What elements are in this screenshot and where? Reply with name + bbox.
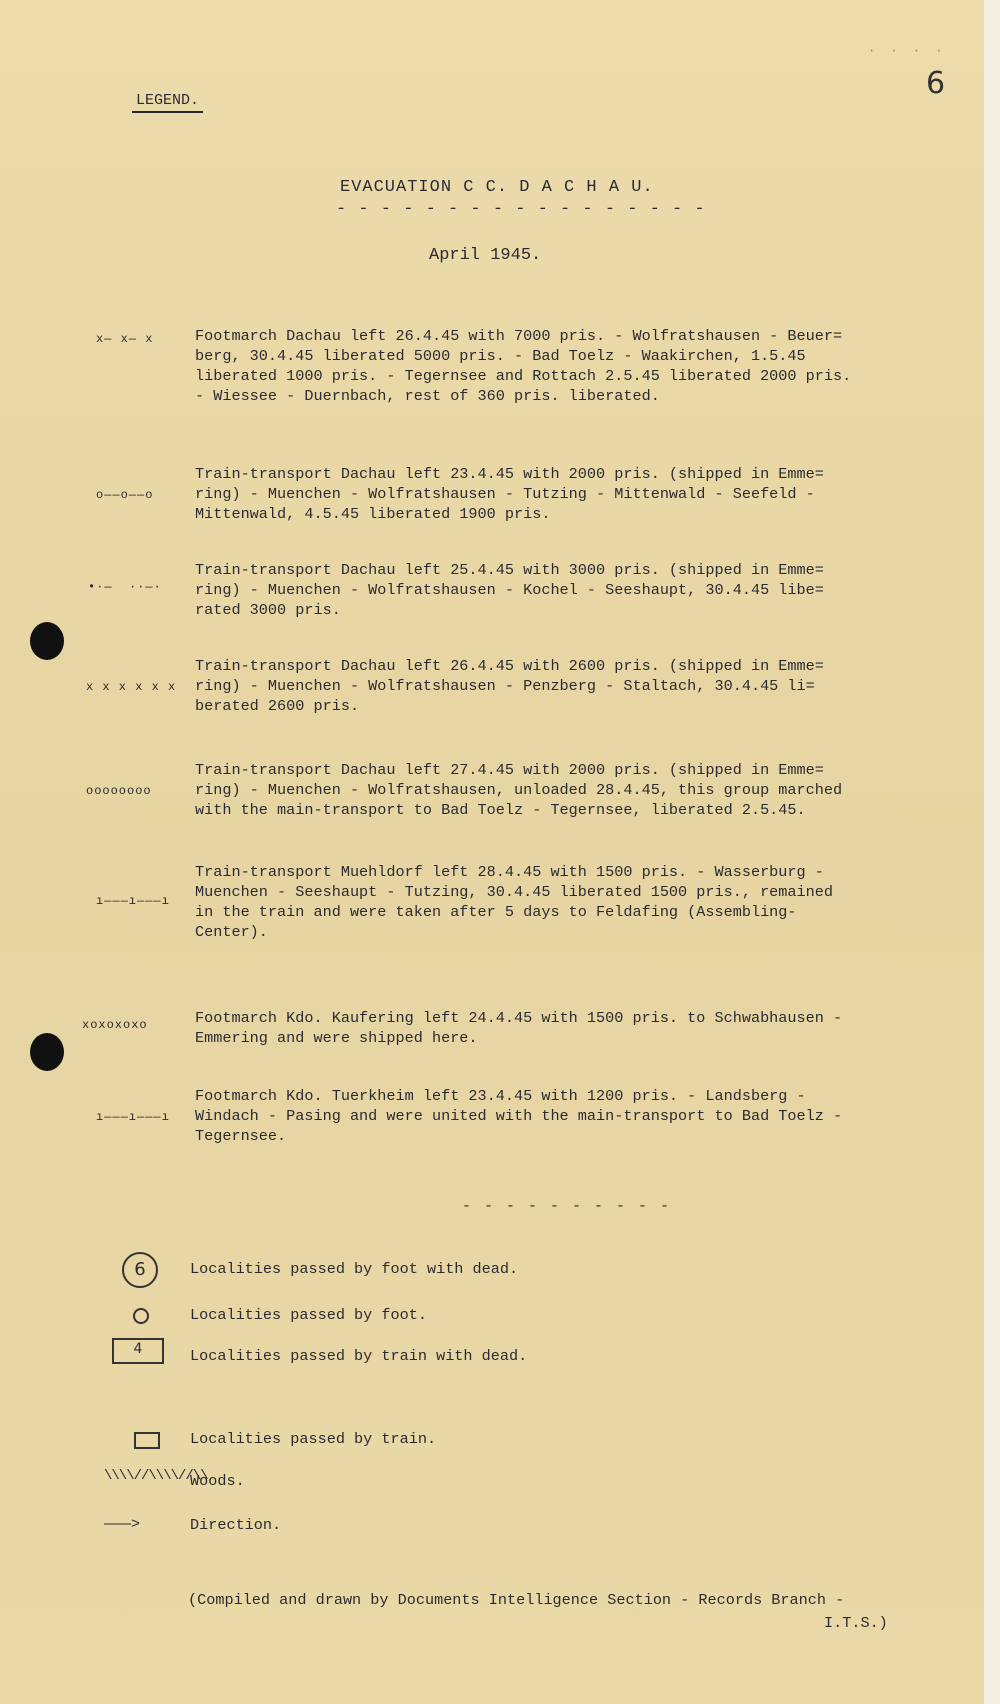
entry-train-muehldorf bbox=[195, 862, 955, 942]
route-symbol-footmarch-dachau: x— x— x bbox=[96, 332, 154, 346]
punch-hole bbox=[30, 622, 64, 660]
punch-hole bbox=[30, 1033, 64, 1071]
entry-line: Footmarch Kdo. Kaufering left 24.4.45 with 1500 pris. to Schwabhausen - bbox=[195, 1009, 843, 1027]
document-date: April 1945. bbox=[429, 246, 542, 265]
circle-number-icon: 6 bbox=[122, 1252, 158, 1288]
entry-train-dachau-27 bbox=[195, 760, 955, 820]
route-symbol-train-muehldorf: ı———ı———ı bbox=[96, 894, 170, 908]
entry-line: Mittenwald, 4.5.45 liberated 1900 pris. bbox=[195, 505, 551, 523]
legend-direction: Direction. bbox=[190, 1516, 282, 1534]
entry-line: ring) - Muenchen - Wolfratshausen - Tutzing - Mittenwald - Seefeld - bbox=[195, 485, 815, 503]
entry-line: Windach - Pasing and were united with the main-transport to Bad Toelz - bbox=[195, 1107, 843, 1125]
entry-line: ring) - Muenchen - Wolfratshausen - Penzberg - Staltach, 30.4.45 li= bbox=[195, 677, 815, 695]
entry-line: Train-transport Dachau left 26.4.45 with 2600 pris. (shipped in Emme= bbox=[195, 657, 824, 675]
entry-line: ring) - Muenchen - Wolfratshausen, unloaded 28.4.45, this group marched bbox=[195, 781, 843, 799]
entry-line: - Wiessee - Duernbach, rest of 360 pris. liberated. bbox=[195, 387, 660, 405]
entry-line: Footmarch Dachau left 26.4.45 with 7000 pris. - Wolfratshausen - Beuer= bbox=[195, 327, 843, 345]
entry-footmarch-kaufering bbox=[195, 1008, 955, 1048]
credit-line: (Compiled and drawn by Documents Intelligence Section - Records Branch - bbox=[188, 1591, 845, 1609]
entry-line: in the train and were taken after 5 days to Feldafing (Assembling- bbox=[195, 903, 797, 921]
box-number-icon: 4 bbox=[112, 1338, 164, 1364]
legend-heading: LEGEND. bbox=[132, 92, 203, 113]
small-circle-icon bbox=[133, 1308, 149, 1324]
route-symbol-footmarch-tuerkheim: ı———ı———ı bbox=[96, 1110, 170, 1124]
entry-train-dachau-23 bbox=[195, 464, 955, 524]
legend-train-with-dead: Localities passed by train with dead. bbox=[190, 1347, 528, 1365]
entry-train-dachau-25 bbox=[195, 560, 955, 620]
entry-line: Emmering and were shipped here. bbox=[195, 1029, 478, 1047]
section-separator: - - - - - - - - - - bbox=[462, 1198, 672, 1215]
arrow-right-icon: ———> bbox=[104, 1516, 141, 1533]
route-symbol-train-23: o——o——o bbox=[96, 488, 154, 502]
route-symbol-train-27: oooooooo bbox=[86, 784, 152, 798]
entry-line: Train-transport Muehldorf left 28.4.45 with 1500 pris. - Wasserburg - bbox=[195, 863, 824, 881]
legend-foot: Localities passed by foot. bbox=[190, 1306, 427, 1324]
entry-line: Train-transport Dachau left 25.4.45 with 3000 pris. (shipped in Emme= bbox=[195, 561, 824, 579]
document-title: EVACUATION C C. D A C H A U. bbox=[340, 178, 654, 197]
entry-line: ring) - Muenchen - Wolfratshausen - Kochel - Seeshaupt, 30.4.45 libe= bbox=[195, 581, 824, 599]
route-symbol-train-26: x x x x x x bbox=[86, 680, 177, 694]
entry-line: berated 2600 pris. bbox=[195, 697, 360, 715]
entry-train-dachau-26 bbox=[195, 656, 955, 716]
entry-line: berg, 30.4.45 liberated 5000 pris. - Bad Toelz - Waakirchen, 1.5.45 bbox=[195, 347, 806, 365]
entry-line: rated 3000 pris. bbox=[195, 601, 341, 619]
page-edge bbox=[984, 0, 1000, 1704]
entry-line: Train-transport Dachau left 23.4.45 with 2000 pris. (shipped in Emme= bbox=[195, 465, 824, 483]
route-symbol-footmarch-kaufering: xoxoxoxo bbox=[82, 1018, 148, 1032]
entry-footmarch-dachau bbox=[195, 326, 955, 406]
entry-line: Footmarch Kdo. Tuerkheim left 23.4.45 with 1200 pris. - Landsberg - bbox=[195, 1087, 806, 1105]
route-symbol-train-25: •·— ··—· bbox=[88, 580, 162, 594]
entry-line: liberated 1000 pris. - Tegernsee and Rottach 2.5.45 liberated 2000 pris. bbox=[195, 367, 852, 385]
entry-line: Train-transport Dachau left 27.4.45 with 2000 pris. (shipped in Emme= bbox=[195, 761, 824, 779]
credit-org: I.T.S.) bbox=[824, 1614, 888, 1632]
entry-line: Center). bbox=[195, 923, 268, 941]
title-underline: - - - - - - - - - - - - - - - - - bbox=[336, 200, 706, 219]
box-icon bbox=[134, 1432, 160, 1449]
entry-footmarch-tuerkheim bbox=[195, 1086, 955, 1146]
legend-foot-with-dead: Localities passed by foot with dead. bbox=[190, 1260, 519, 1278]
corner-marks: · · · · bbox=[868, 44, 947, 58]
legend-train: Localities passed by train. bbox=[190, 1430, 437, 1448]
woods-icon: \\\\//\\\\//\\ bbox=[104, 1468, 208, 1484]
entry-line: Muenchen - Seeshaupt - Tutzing, 30.4.45 liberated 1500 pris., remained bbox=[195, 883, 833, 901]
entry-line: Tegernsee. bbox=[195, 1127, 287, 1145]
page-number: 6 bbox=[926, 66, 946, 101]
entry-line: with the main-transport to Bad Toelz - Tegernsee, liberated 2.5.45. bbox=[195, 801, 806, 819]
legend-woods: Woods. bbox=[190, 1472, 245, 1490]
